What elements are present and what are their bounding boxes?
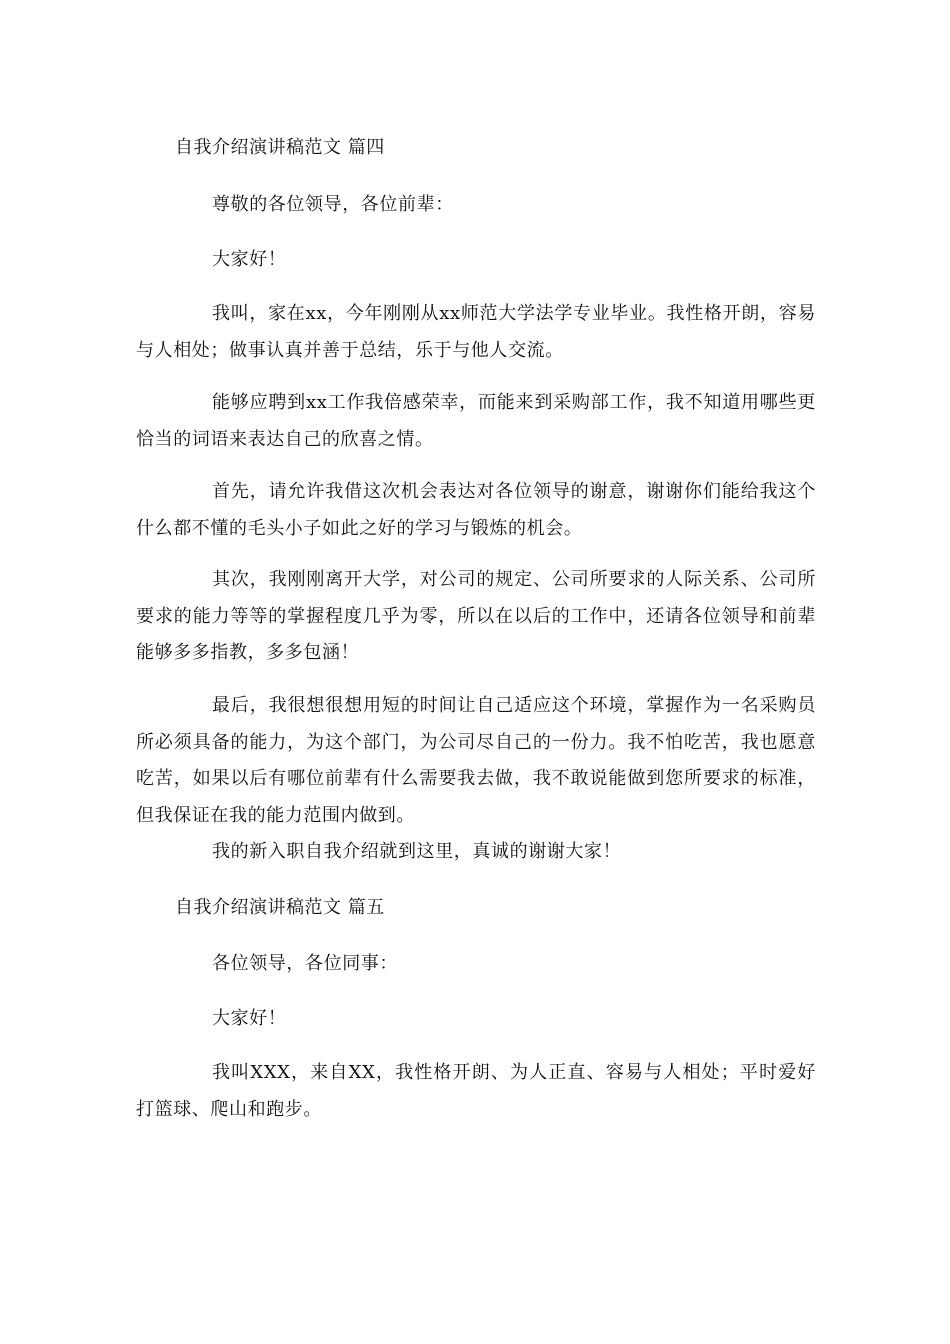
paragraph: 尊敬的各位领导，各位前辈： — [212, 194, 454, 215]
paragraph: 我的新入职自我介绍就到这里，真诚的谢谢大家！ — [212, 841, 622, 862]
paragraph: 其次，我刚刚离开大学，对公司的规定、公司所要求的人际关系、公司所要求的能力等等的掌握程度几乎为零，所以在以后的工作中，还请各位领导和前辈能够多多指教，多多包涵！ — [136, 569, 816, 663]
paragraph: 我叫XXX，来自XX，我性格开朗、为人正直、容易与人相处；平时爱好打篮球、爬山和跑步。 — [136, 1062, 816, 1120]
paragraph: 最后，我很想很想用短的时间让自己适应这个环境，掌握作为一名采购员所必须具备的能力，为这个部门，为公司尽自己的一份力。我不怕吃苦，我也愿意吃苦，如果以后有哪位前辈有什么需要我去做，我不敢说能做到您所要求的标准，但我保证在我的能力范围内做到。 — [136, 695, 816, 826]
paragraph: 首先，请允许我借这次机会表达对各位领导的谢意，谢谢你们能给我这个什么都不懂的毛头小子如此之好的学习与锻炼的机会。 — [136, 481, 816, 539]
section-heading: 自我介绍演讲稿范文 篇五 — [175, 897, 385, 918]
paragraph: 各位领导，各位同事： — [212, 953, 398, 974]
section-heading: 自我介绍演讲稿范文 篇四 — [175, 137, 385, 158]
paragraph: 大家好！ — [212, 249, 287, 270]
paragraph: 能够应聘到xx工作我倍感荣幸，而能来到采购部工作，我不知道用哪些更恰当的词语来表达自己的欣喜之情。 — [136, 392, 816, 450]
paragraph: 大家好！ — [212, 1008, 287, 1029]
paragraph: 我叫，家在xx，今年刚刚从xx师范大学法学专业毕业。我性格开朗，容易与人相处；做事认真并善于总结，乐于与他人交流。 — [136, 303, 816, 361]
